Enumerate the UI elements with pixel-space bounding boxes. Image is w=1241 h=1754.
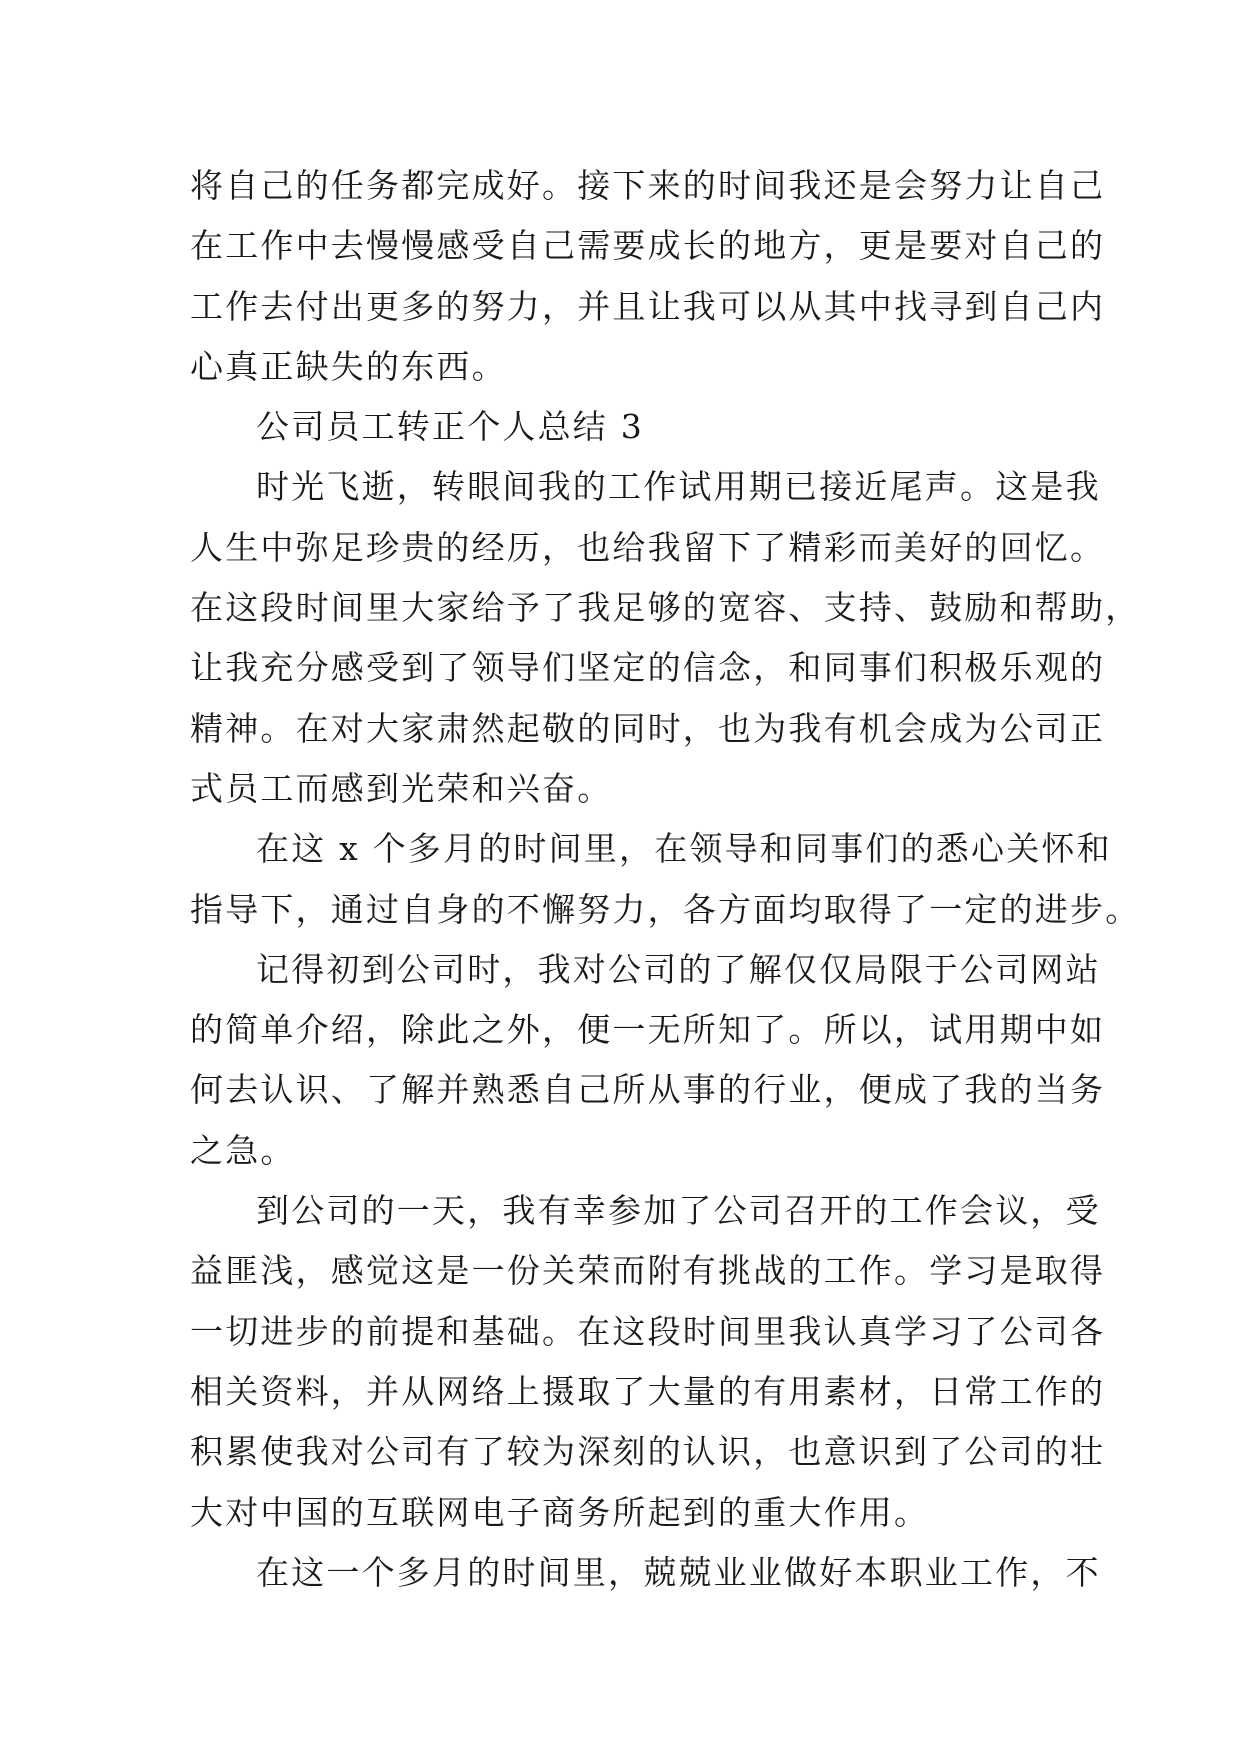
text-line: 到公司的一天，我有幸参加了公司召开的工作会议，受 <box>256 1191 1101 1231</box>
text-line: 积累使我对公司有了较为深刻的认识，也意识到了公司的壮 <box>190 1432 1106 1472</box>
text-line: 相关资料，并从网络上摄取了大量的有用素材，日常工作的 <box>190 1371 1106 1411</box>
text-line: 一切进步的前提和基础。在这段时间里我认真学习了公司各 <box>190 1311 1106 1351</box>
text-line: 何去认识、了解并熟悉自己所从事的行业，便成了我的当务 <box>190 1070 1106 1110</box>
text-line: 在这一个多月的时间里，兢兢业业做好本职业工作，不 <box>256 1552 1101 1592</box>
text-line: 时光飞逝，转眼间我的工作试用期已接近尾声。这是我 <box>256 467 1101 507</box>
text-line: 之急。 <box>190 1130 296 1170</box>
text-line: 在这段时间里大家给予了我足够的宽容、支持、鼓励和帮助， <box>190 588 1141 628</box>
text-line: 心真正缺失的东西。 <box>190 346 507 386</box>
text-line: 指导下，通过自身的不懈努力，各方面均取得了一定的进步。 <box>190 889 1141 929</box>
text-line: 的简单介绍，除此之外，便一无所知了。所以，试用期中如 <box>190 1010 1106 1050</box>
text-line: 在这 x 个多月的时间里，在领导和同事们的悉心关怀和 <box>256 829 1112 869</box>
text-line: 记得初到公司时，我对公司的了解仅仅局限于公司网站 <box>256 949 1101 989</box>
text-line: 让我充分感受到了领导们坚定的信念，和同事们积极乐观的 <box>190 648 1106 688</box>
text-line: 精神。在对大家肃然起敬的同时，也为我有机会成为公司正 <box>190 708 1106 748</box>
text-line: 工作去付出更多的努力，并且让我可以从其中找寻到自己内 <box>190 286 1106 326</box>
text-line: 人生中弥足珍贵的经历，也给我留下了精彩而美好的回忆。 <box>190 527 1106 567</box>
text-line: 式员工而感到光荣和兴奋。 <box>190 768 613 808</box>
text-line: 将自己的任务都完成好。接下来的时间我还是会努力让自己 <box>190 166 1106 205</box>
section-heading: 公司员工转正个人总结 3 <box>256 407 644 447</box>
text-line: 大对中国的互联网电子商务所起到的重大作用。 <box>190 1492 930 1532</box>
document-body <box>190 156 1141 1603</box>
text-line: 益匪浅，感觉这是一份关荣而附有挑战的工作。学习是取得 <box>190 1251 1106 1291</box>
text-line: 在工作中去慢慢感受自己需要成长的地方，更是要对自己的 <box>190 226 1106 266</box>
